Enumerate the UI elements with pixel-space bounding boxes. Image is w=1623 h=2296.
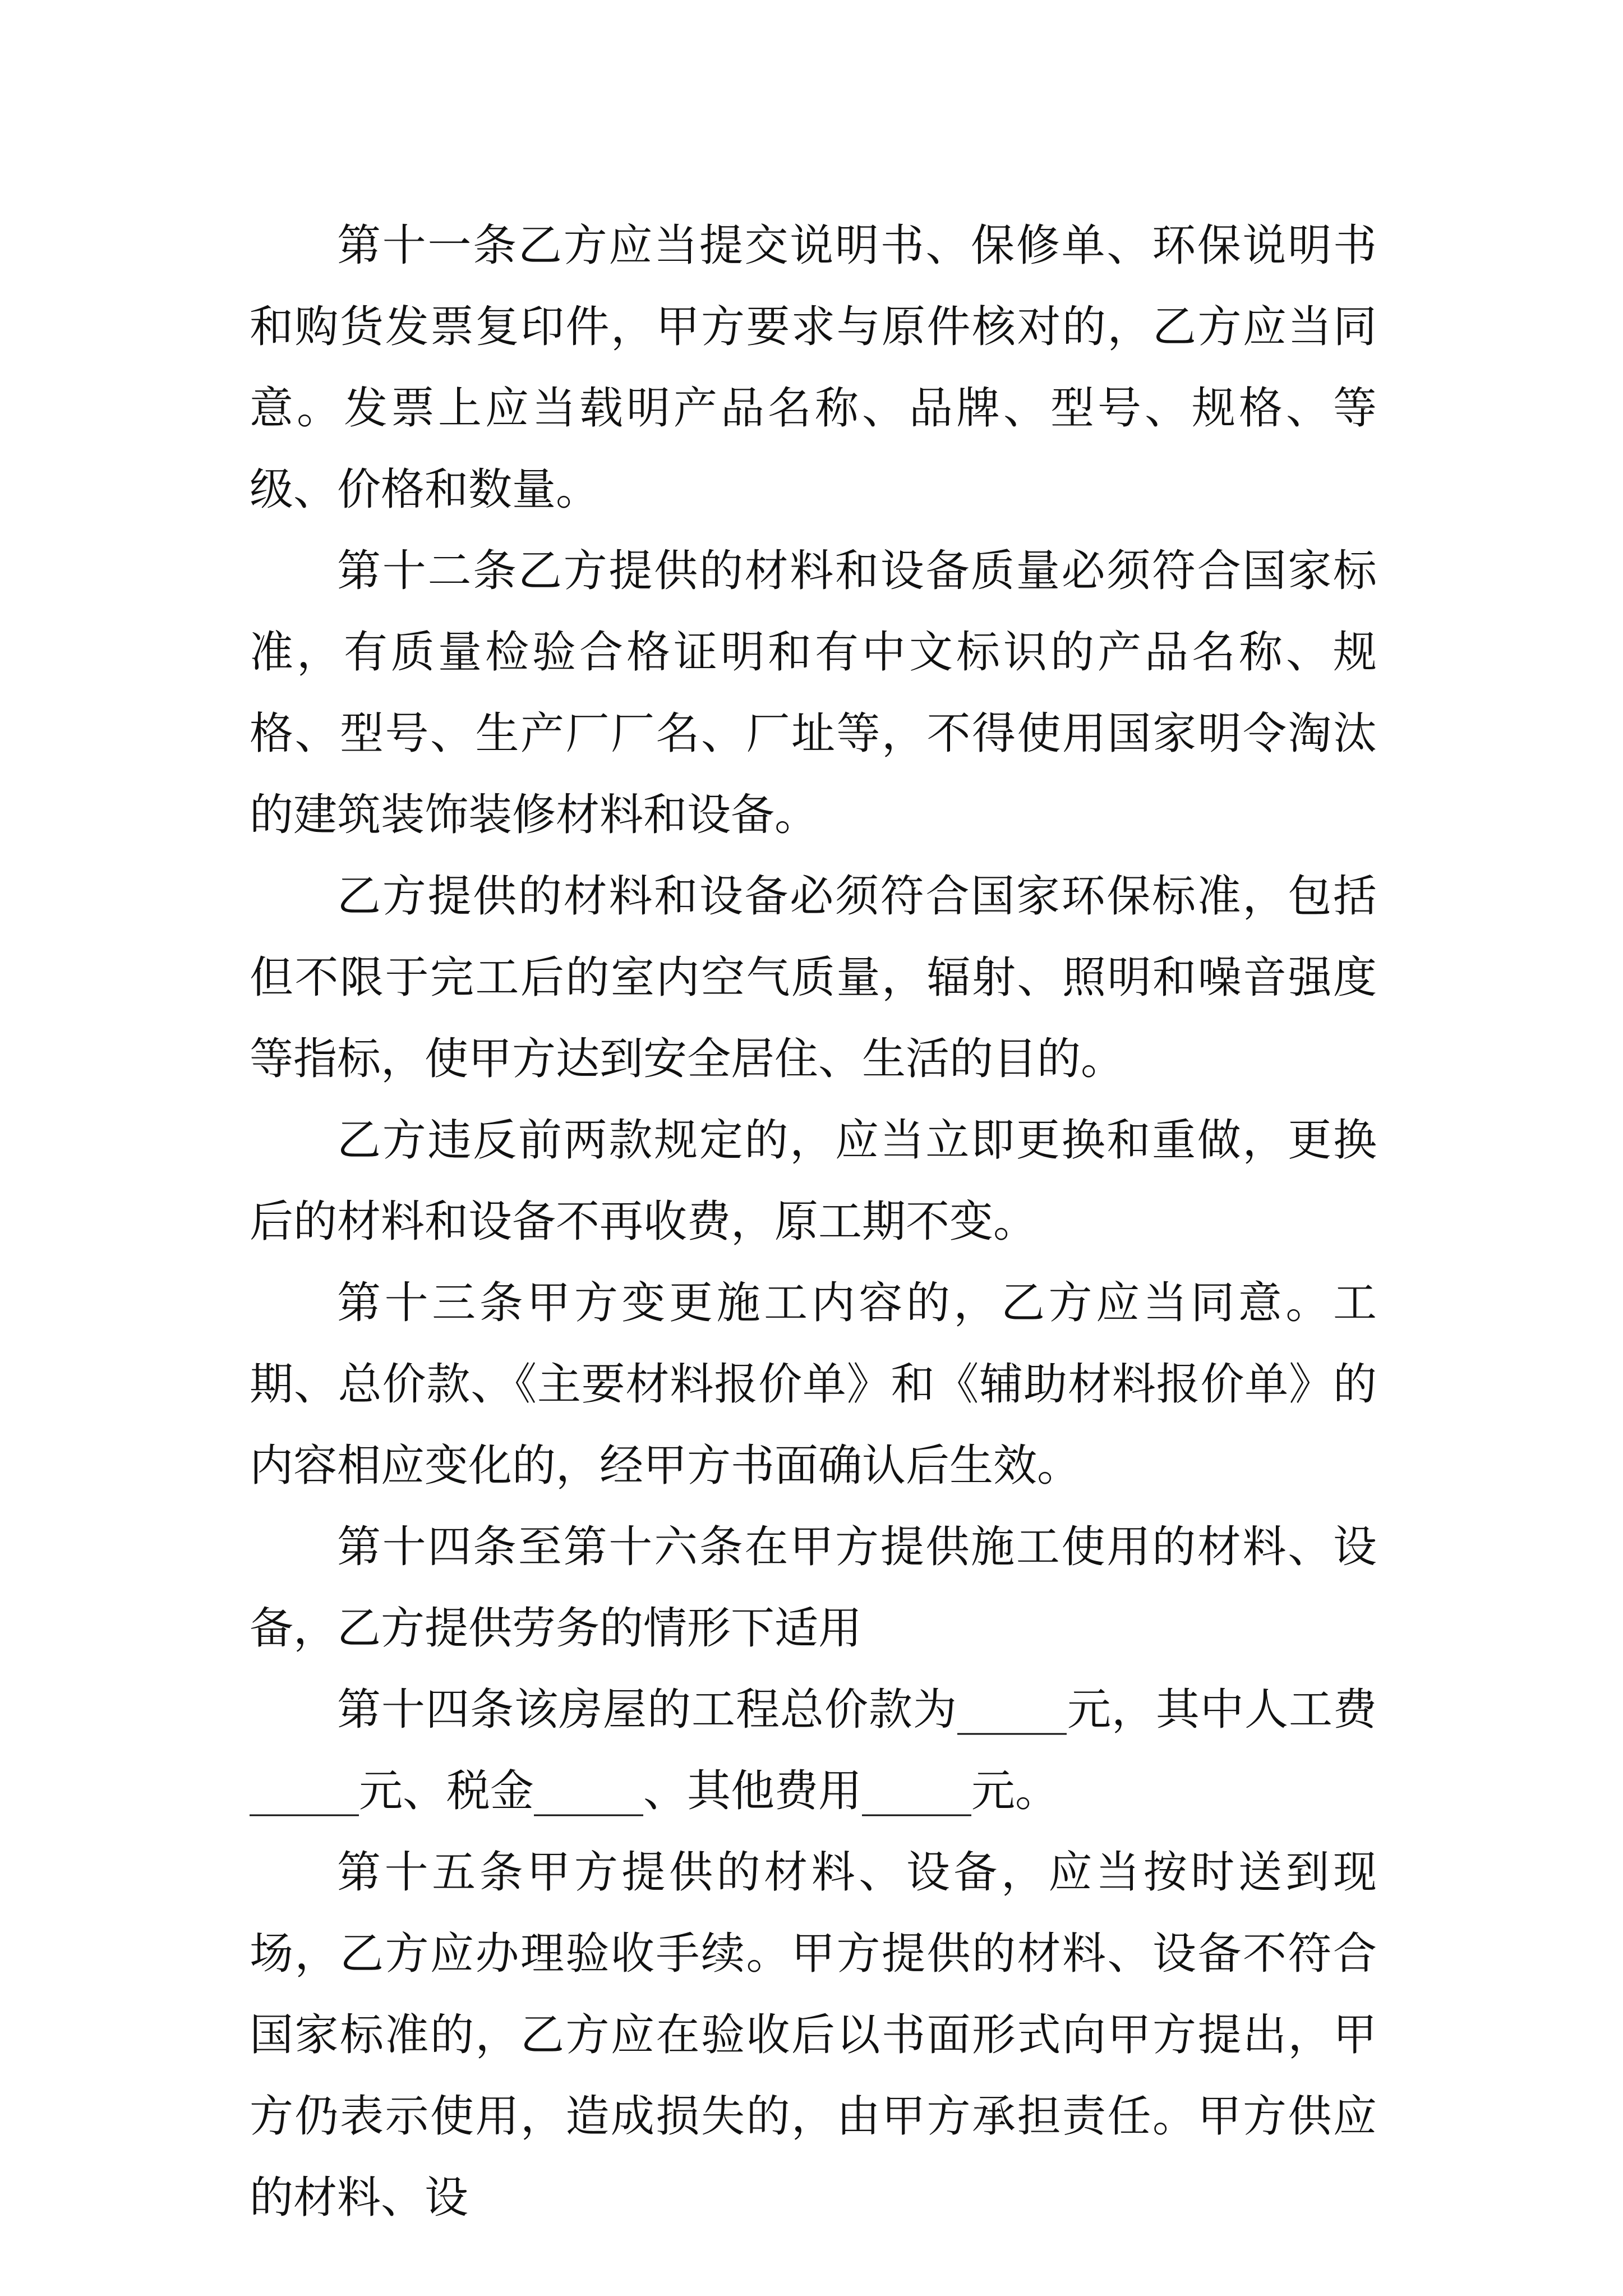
paragraph-environmental-standard: 乙方提供的材料和设备必须符合国家环保标准，包括但不限于完工后的室内空气质量，辐射、照明和噪音强度等指标，使甲方达到安全居住、生活的目的。: [250, 871, 1377, 1084]
paragraph-violation-remedy: 乙方违反前两款规定的，应当立即更换和重做，更换后的材料和设备不再收费，原工期不变。: [250, 1115, 1377, 1247]
paragraph-article-13: 第十三条甲方变更施工内容的，乙方应当同意。工期、总价款、《主要材料报价单》和《辅助材料报价单》的内容相应变化的，经甲方书面确认后生效。: [250, 1278, 1377, 1491]
paragraph-article-14: 第十四条该房屋的工程总价款为_____元，其中人工费_____元、税金_____、其他费用_____元。: [250, 1685, 1377, 1816]
paragraph-article-11: 第十一条乙方应当提交说明书、保修单、环保说明书和购货发票复印件，甲方要求与原件核对的，乙方应当同意。发票上应当载明产品名称、品牌、型号、规格、等级、价格和数量。: [250, 220, 1377, 515]
paragraph-article-15: 第十五条甲方提供的材料、设备，应当按时送到现场，乙方应办理验收手续。甲方提供的材料、设备不符合国家标准的，乙方应在验收后以书面形式向甲方提出，甲方仍表示使用，造成损失的，由甲方承担责任。甲方供应的材料、设: [250, 1847, 1377, 2223]
paragraph-applicability-note: 第十四条至第十六条在甲方提供施工使用的材料、设备，乙方提供劳务的情形下适用: [250, 1522, 1377, 1654]
paragraph-article-12: 第十二条乙方提供的材料和设备质量必须符合国家标准，有质量检验合格证明和有中文标识的产品名称、规格、型号、生产厂厂名、厂址等，不得使用国家明令淘汰的建筑装饰装修材料和设备。: [250, 546, 1377, 840]
document-body: [250, 205, 1377, 2239]
